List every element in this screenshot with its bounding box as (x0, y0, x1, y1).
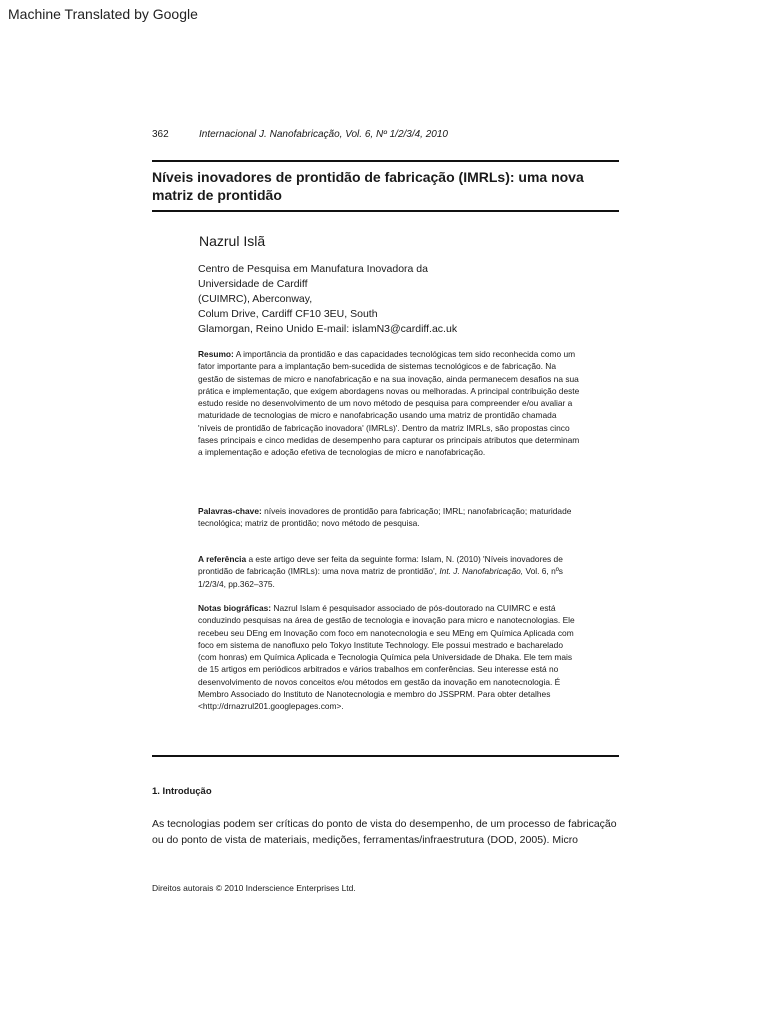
bio-text: Nazrul Islam é pesquisador associado de pós-doutorado na CUIMRC e está conduzindo pesquisas na área de gestão de tecnologia e inovação para micro e nanotecnologias. Ele recebeu seu DEng em Inovação com foco em nanotecnologia e seu MEng em Química Aplicada com foco em sistema de nanofluxo pelo Tokyo Institute Technology. Ele possui mestrado e bacharelado (com honras) em Química Aplicada e Tecnologia Química pela Universidade de Dhaka. Ele tem mais de 15 artigos em periódicos arbitrados e vários trabalhos em conferências. Seu interesse está no desenvolvimento de novos conceitos e/ou métodos em gestão da inovação em nanotecnologia. É Membro Associado do Instituto de Nanotecnologia e membro do JSSPRM. Para obter detalhes <http://drnazrul201.googlepages.com>. (198, 603, 575, 712)
reference-tail: Vol. 6, nºs 1/2/3/4, pp.362–375. (198, 566, 563, 589)
author-affiliation (198, 262, 457, 337)
title-rule-top (152, 160, 619, 162)
citation-reference (198, 553, 582, 590)
title-rule-bottom (152, 210, 619, 212)
paper-title: Níveis inovadores de prontidão de fabricação (IMRLs): uma nova matriz de prontidão (152, 169, 584, 203)
affiliation-line: Centro de Pesquisa em Manufatura Inovadora da (198, 263, 428, 275)
abstract-text: A importância da prontidão e das capacidades tecnológicas tem sido reconhecida como um fator importante para a implantação bem-sucedida de sistemas tecnológicos e de fabricação. Na gestão de sistemas de micro e nanofabricação e na sua inovação, ainda permanecem desafios na sua prática e implementação, que exigem abordagens novas ou melhoradas. A principal contribuição deste estudo reside no desenvolvimento de um novo método de pesquisa para compreender e/ou avaliar a maturidade de tecnologias de micro e nanofabricação usando uma matriz de prontidão chamada 'níveis de prontidão de fabricação inovadora' (IMRLs)'. Dentro da matriz IMRLs, são propostas cinco fases principais e cinco medidas de desempenho para capturar os principais atributos que determinam a implementação e adoção efetiva de tecnologias de micro e nanofabricação. (198, 349, 580, 458)
reference-journal: Int. J. Nanofabricação, (439, 566, 524, 577)
section-heading: 1. Introdução (152, 786, 212, 797)
translation-banner: Machine Translated by Google (8, 6, 198, 22)
section-divider (152, 755, 619, 757)
keywords-label: Palavras-chave: (198, 506, 262, 516)
affiliation-line: Universidade de Cardiff (198, 278, 308, 290)
biographical-notes (198, 602, 582, 713)
affiliation-line: (CUIMRC), Aberconway, (198, 293, 313, 305)
author-name: Nazrul Islã (199, 233, 266, 249)
introduction-text: As tecnologias podem ser críticas do ponto de vista do desempenho, de um processo de fabricação ou do ponto de vista de materiais, medições, ferramentas/infraestrutura (DOD, 2005). Micro (152, 818, 617, 846)
abstract (198, 348, 582, 459)
abstract-label: Resumo: (198, 349, 234, 359)
keywords (198, 505, 582, 530)
copyright-notice: Direitos autorais © 2010 Inderscience Enterprises Ltd. (152, 883, 356, 893)
journal-citation: Internacional J. Nanofabricação, Vol. 6, Nº 1/2/3/4, 2010 (199, 129, 448, 140)
affiliation-line: Glamorgan, Reino Unido E-mail: islamN3@cardiff.ac.uk (198, 323, 458, 335)
bio-label: Notas biográficas: (198, 603, 272, 613)
reference-label: A referência (198, 554, 247, 564)
affiliation-line: Colum Drive, Cardiff CF10 3EU, South (198, 308, 378, 320)
reference-text: a este artigo deve ser feita da seguinte forma: Islam, N. (2010) 'Níveis inovadores de prontidão de fabricação (IMRLs): uma nova matriz de prontidão', (198, 554, 563, 577)
page-number: 362 (152, 129, 169, 140)
keywords-text: níveis inovadores de prontidão para fabricação; IMRL; nanofabricação; maturidade tecnológica; matriz de prontidão; novo método de pesquisa. (198, 506, 572, 529)
